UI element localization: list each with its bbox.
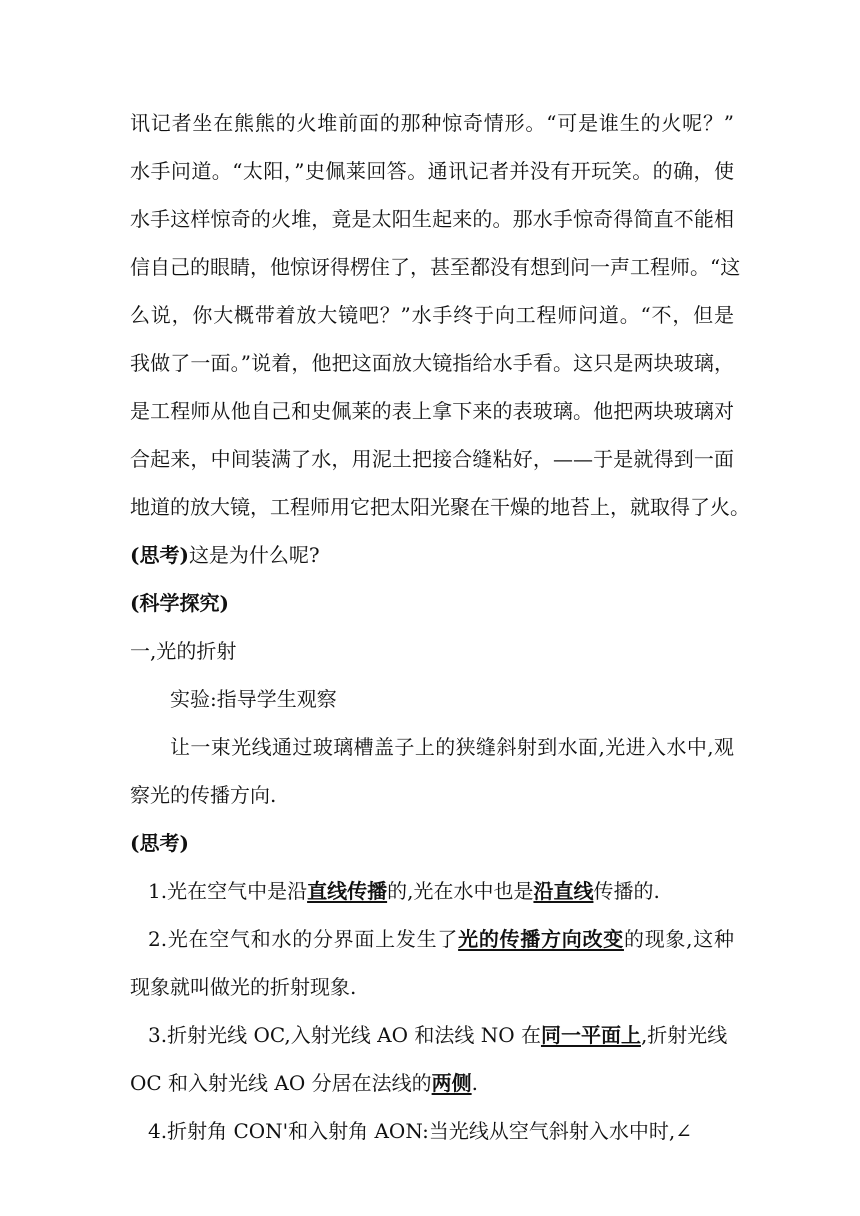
story-line-9: 地道的放大镜，工程师用它把太阳光聚在干燥的地苔上，就取得了火。 [130, 495, 750, 519]
section-title: 一,光的折射 [130, 639, 237, 663]
point-3-text-a: 3.折射光线 OC,入射光线 AO 和法线 NO 在 [148, 1023, 541, 1047]
think-question [130, 542, 734, 568]
inquiry-heading: (科学探究) [130, 591, 229, 615]
point-3-cont-answer: 两侧 [431, 1071, 472, 1095]
story-line-1: 讯记者坐在熊熊的火堆前面的那种惊奇情形。“可是谁生的火呢？” [130, 111, 734, 135]
story-line-7: 是工程师从他自己和史佩莱的表上拿下来的表玻璃。他把两块玻璃对 [130, 399, 734, 423]
point-1-text-b: 的,光在水中也是 [387, 879, 534, 903]
point-3-text-b: ,折射光线 [640, 1023, 728, 1047]
point-4: 4.折射角 CON'和入射角 AON:当光线从空气斜射入水中时,∠ [148, 1119, 692, 1143]
point-3-answer: 同一平面上 [540, 1023, 641, 1047]
story-line-2: 水手问道。“太阳，”史佩莱回答。通讯记者并没有开玩笑。的确，使 [130, 159, 734, 183]
experiment-desc-2: 察光的传播方向. [130, 783, 277, 807]
point-1-text-c: 传播的. [593, 879, 660, 903]
point-2-answer: 光的传播方向改变 [458, 927, 624, 951]
story-line-5: 么说，你大概带着放大镜吧？”水手终于向工程师问道。“不，但是 [130, 303, 734, 327]
point-2-cont: 现象就叫做光的折射现象. [130, 975, 357, 999]
point-3 [148, 1022, 734, 1048]
story-line-4: 信自己的眼睛，他惊讶得楞住了，甚至都没有想到问一声工程师。“这 [130, 255, 741, 279]
think-heading: (思考) [130, 831, 189, 855]
point-1-text-a: 1.光在空气中是沿 [148, 879, 308, 903]
point-2-text-a: 2.光在空气和水的分界面上发生了 [148, 927, 459, 951]
point-1-answer-b: 沿直线 [533, 879, 594, 903]
think-text: 这是为什么呢? [188, 543, 320, 567]
experiment-desc-1: 让一束光线通过玻璃槽盖子上的狭缝斜射到水面,光进入水中,观 [170, 735, 734, 759]
story-line-3: 水手这样惊奇的火堆，竟是太阳生起来的。那水手惊奇得简直不能相 [130, 207, 734, 231]
story-line-6: 我做了一面。”说着，他把这面放大镜指给水手看。这只是两块玻璃， [130, 351, 734, 375]
point-1 [148, 878, 734, 904]
experiment-line: 实验:指导学生观察 [170, 687, 337, 711]
point-2-text-b: 的现象,这种 [623, 927, 734, 951]
point-3-cont [130, 1070, 734, 1096]
point-2 [148, 926, 734, 952]
point-3-cont-end: . [471, 1071, 478, 1095]
think-label: (思考) [130, 543, 189, 567]
point-3-cont-text: OC 和入射光线 AO 分居在法线的 [130, 1071, 432, 1095]
story-line-8: 合起来，中间装满了水，用泥土把接合缝粘好，——于是就得到一面 [130, 447, 734, 471]
point-1-answer-a: 直线传播 [307, 879, 388, 903]
